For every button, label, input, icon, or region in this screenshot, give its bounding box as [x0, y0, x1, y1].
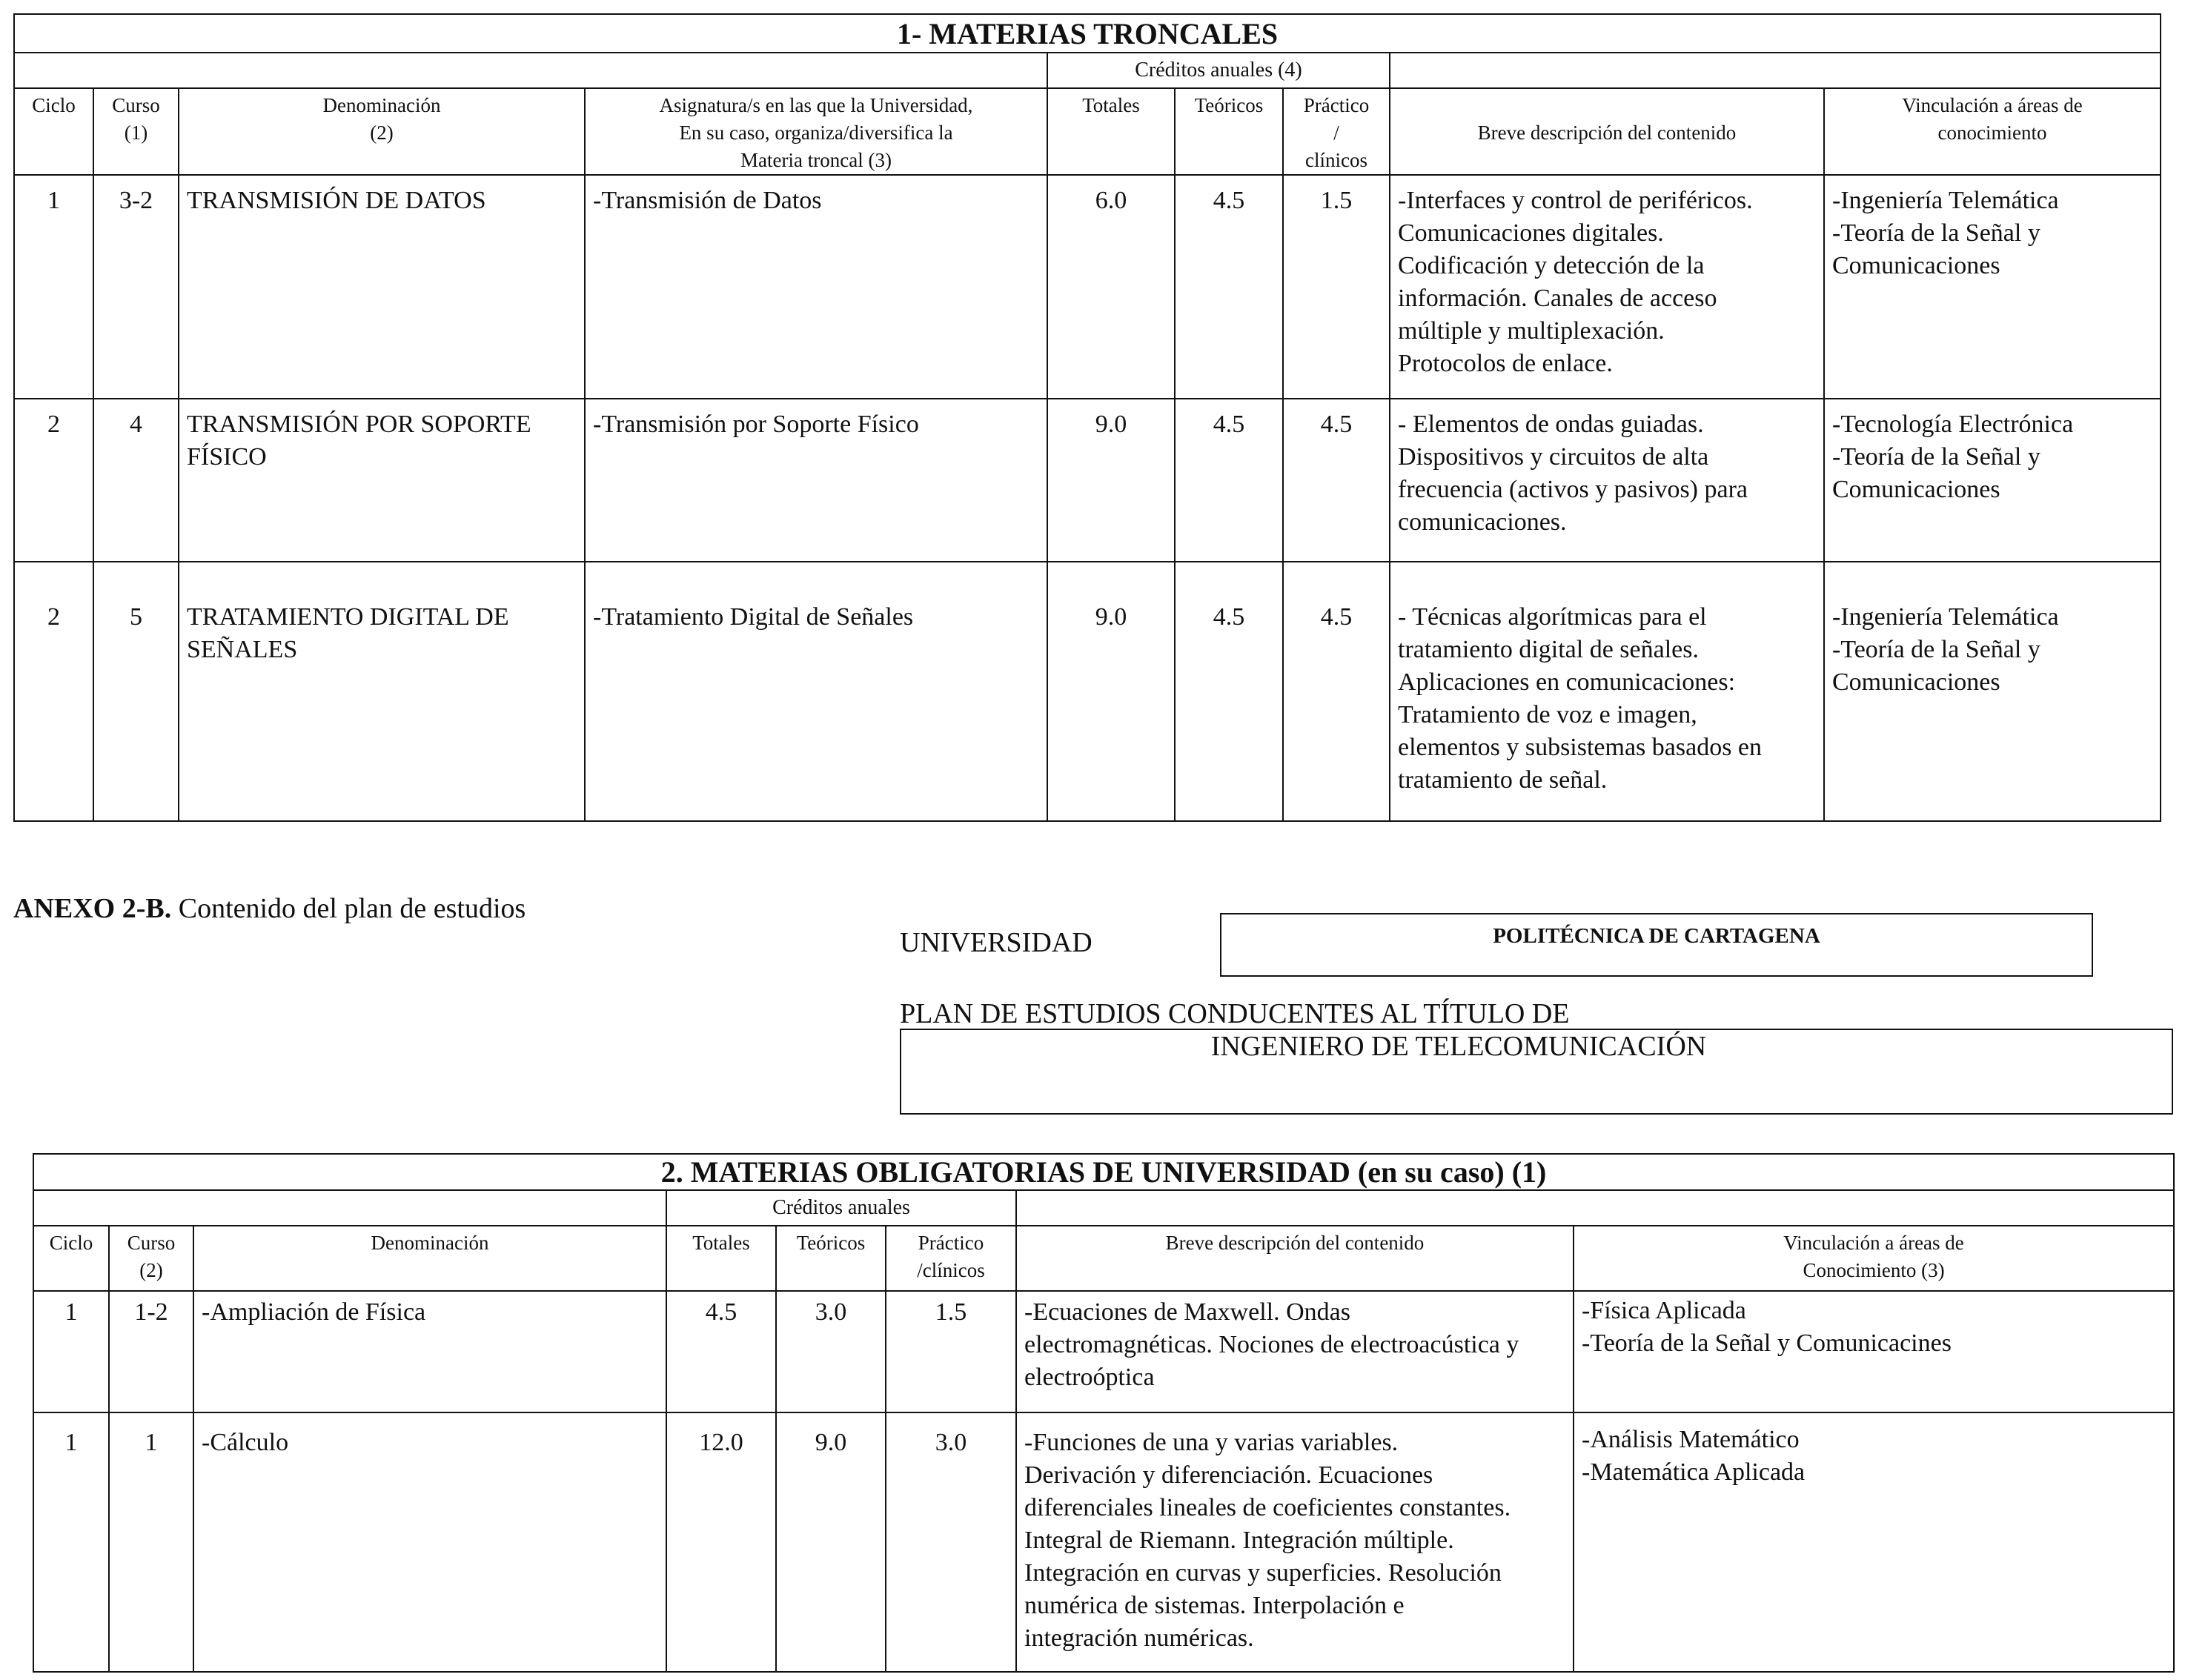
cell-practico: 4.5: [1283, 562, 1390, 821]
university-name: POLITÉCNICA DE CARTAGENA: [1493, 924, 1820, 948]
cell-vinculacion: -Ingeniería Telemática -Teoría de la Señal y Comunicaciones: [1824, 562, 2161, 821]
cell-curso: 1: [109, 1412, 193, 1672]
table1-header-descripcion: Breve descripción del contenido: [1390, 88, 1824, 175]
cell-asignatura: -Transmisión por Soporte Físico: [585, 399, 1047, 562]
cell-asignatura: -Tratamiento Digital de Señales: [585, 562, 1047, 821]
table-row: [33, 1412, 2174, 1672]
table1-header-denominacion: Denominación (2): [179, 88, 585, 175]
table-row: [14, 562, 2161, 821]
cell-vinculacion: -Física Aplicada -Teoría de la Señal y Comunicacines: [1574, 1291, 2174, 1412]
cell-teoricos: 4.5: [1175, 399, 1283, 562]
table1-header-teoricos: Teóricos: [1175, 88, 1283, 175]
cell-teoricos: 3.0: [776, 1291, 886, 1412]
annex-label: ANEXO 2-B.: [13, 893, 172, 924]
table2-header-denominacion: Denominación: [193, 1226, 666, 1291]
cell-vinculacion: -Ingeniería Telemática -Teoría de la Señal y Comunicaciones: [1824, 175, 2161, 399]
table2-header-teoricos: Teóricos: [776, 1226, 886, 1291]
cell-denominacion: -Ampliación de Física: [193, 1291, 666, 1412]
table2-header-curso: Curso (2): [109, 1226, 193, 1291]
cell-descripcion: -Funciones de una y varias variables. Derivación y diferenciación. Ecuaciones diferenciales lineales de coeficientes constantes. Integral de Riemann. Integración múltiple. Integración en curvas y superficies. Resolución numérica de sistemas. Interpolación e integración numéricas.: [1016, 1412, 1574, 1672]
cell-curso: 5: [93, 562, 179, 821]
cell-vinculacion: -Análisis Matemático -Matemática Aplicada: [1574, 1412, 2174, 1672]
annex-subtitle: Contenido del plan de estudios: [171, 893, 526, 924]
cell-totales: 9.0: [1047, 562, 1175, 821]
annex-heading: [13, 892, 525, 925]
table2-header-ciclo: Ciclo: [33, 1226, 109, 1291]
table2-header-practico: Práctico /clínicos: [886, 1226, 1016, 1291]
cell-descripcion: -Interfaces y control de periféricos. Comunicaciones digitales. Codificación y detección de la información. Canales de acceso múltiple y multiplexación. Protocolos de enlace.: [1390, 175, 1824, 399]
table-materias-troncales: [13, 13, 2161, 822]
cell-teoricos: 9.0: [776, 1412, 886, 1672]
table1-header-asignatura: Asignatura/s en las que la Universidad, En su caso, organiza/diversifica la Materia troncal (3): [585, 88, 1047, 175]
cell-denominacion: TRANSMISIÓN POR SOPORTE FÍSICO: [179, 399, 585, 562]
table-row: [33, 1291, 2174, 1412]
cell-descripcion: - Técnicas algorítmicas para el tratamiento digital de señales. Aplicaciones en comunicaciones: Tratamiento de voz e imagen, elementos y subsistemas basados en tratamiento de señal.: [1390, 562, 1824, 821]
cell-teoricos: 4.5: [1175, 175, 1283, 399]
cell-ciclo: 2: [14, 399, 93, 562]
cell-practico: 4.5: [1283, 399, 1390, 562]
cell-totales: 6.0: [1047, 175, 1175, 399]
cell-practico: 1.5: [886, 1291, 1016, 1412]
cell-ciclo: 2: [14, 562, 93, 821]
table1-header-practico: Práctico / clínicos: [1283, 88, 1390, 175]
cell-totales: 4.5: [666, 1291, 776, 1412]
cell-ciclo: 1: [14, 175, 93, 399]
table1-header-ciclo: Ciclo: [14, 88, 93, 175]
cell-asignatura: -Transmisión de Datos: [585, 175, 1047, 399]
table1-header-vinculacion: Vinculación a áreas de conocimiento: [1824, 88, 2161, 175]
table1-header-totales: Totales: [1047, 88, 1175, 175]
table1-title: 1- MATERIAS TRONCALES: [14, 14, 2161, 53]
table1-header-curso: Curso (1): [93, 88, 179, 175]
table1-credits-header: Créditos anuales (4): [1047, 53, 1390, 88]
cell-descripcion: - Elementos de ondas guiadas. Dispositivos y circuitos de alta frecuencia (activos y pasivos) para comunicaciones.: [1390, 399, 1824, 562]
table1-credits-spacer-right: [1390, 53, 2161, 88]
table2-header-descripcion: Breve descripción del contenido: [1016, 1226, 1574, 1291]
cell-ciclo: 1: [33, 1412, 109, 1672]
cell-denominacion: -Cálculo: [193, 1412, 666, 1672]
table2-title: 2. MATERIAS OBLIGATORIAS DE UNIVERSIDAD (en su caso) (1): [33, 1154, 2174, 1190]
cell-curso: 4: [93, 399, 179, 562]
table-row: [14, 399, 2161, 562]
university-name-box: [1220, 913, 2093, 977]
cell-practico: 3.0: [886, 1412, 1016, 1672]
plan-title-box: [900, 1029, 2173, 1115]
plan-title: INGENIERO DE TELECOMUNICACIÓN: [1210, 1031, 1707, 1062]
table2-credits-header: Créditos anuales: [666, 1190, 1016, 1226]
cell-curso: 3-2: [93, 175, 179, 399]
cell-denominacion: TRATAMIENTO DIGITAL DE SEÑALES: [179, 562, 585, 821]
table-row: [14, 175, 2161, 399]
cell-totales: 9.0: [1047, 399, 1175, 562]
table2-header-totales: Totales: [666, 1226, 776, 1291]
table2-credits-spacer: [33, 1190, 666, 1226]
cell-teoricos: 4.5: [1175, 562, 1283, 821]
table-materias-obligatorias: [33, 1153, 2175, 1673]
university-label: UNIVERSIDAD: [900, 927, 1092, 958]
cell-denominacion: TRANSMISIÓN DE DATOS: [179, 175, 585, 399]
plan-label: PLAN DE ESTUDIOS CONDUCENTES AL TÍTULO DE: [900, 998, 1570, 1029]
table1-credits-spacer: [14, 53, 1047, 88]
cell-ciclo: 1: [33, 1291, 109, 1412]
cell-vinculacion: -Tecnología Electrónica -Teoría de la Señal y Comunicaciones: [1824, 399, 2161, 562]
table2-credits-spacer-right: [1016, 1190, 2174, 1226]
cell-practico: 1.5: [1283, 175, 1390, 399]
cell-descripcion: -Ecuaciones de Maxwell. Ondas electromagnéticas. Nociones de electroacústica y electroóptica: [1016, 1291, 1574, 1412]
table2-header-vinculacion: Vinculación a áreas de Conocimiento (3): [1574, 1226, 2174, 1291]
cell-totales: 12.0: [666, 1412, 776, 1672]
cell-curso: 1-2: [109, 1291, 193, 1412]
